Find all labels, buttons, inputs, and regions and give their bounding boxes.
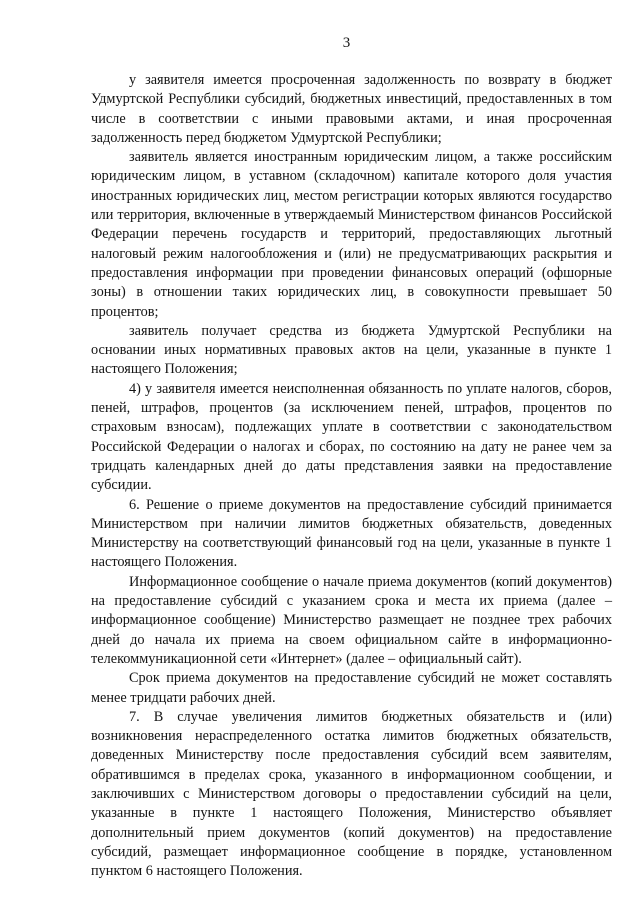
paragraph-information-notice: Информационное сообщение о начале приема документов (копий документов) на предоставление субсидий с указанием срока и места их приема (далее – информационное сообщение) Министерство размещает не позднее трех рабочих дней до начала их приема на своем официальном сайте в информационно-телекоммуникационной сети «Интернет» (далее – официальный сайт).	[91, 573, 612, 667]
paragraph-other-funding: заявитель получает средства из бюджета Удмуртской Республики на основании иных нормативных правовых актов на цели, указанные в пункте 1 настоящего Положения;	[91, 322, 612, 378]
paragraph-acceptance-period: Срок приема документов на предоставление субсидий не может составлять менее тридцати рабочих дней.	[91, 670, 612, 706]
paragraph-overdue-debt: у заявителя имеется просроченная задолженность по возврату в бюджет Удмуртской Республики субсидий, бюджетных инвестиций, предоставленных в том числе в соответствии с иными правовыми актами, и иная просроченная задолженность перед бюджетом Удмуртской Республики;	[91, 72, 612, 146]
paragraph-foreign-entity: заявитель является иностранным юридическим лицом, а также российским юридическим лицом, в уставном (складочном) капитале которого доля участия иностранных юридических лиц, местом регистрации которых являются государство или территория, включенные в утверждаемый Министерством финансов Российской Федерации перечень государств и территорий, предоставляющих льготный налоговый режим налогообложения и (или) не предусматривающих раскрытия и предоставления информации при проведении финансовых операций (офшорные зоны) в отношении таких юридических лиц, в совокупности превышает 50 процентов;	[91, 149, 612, 320]
paragraph-section-6-decision: 6. Решение о приеме документов на предоставление субсидий принимается Министерством при наличии лимитов бюджетных обязательств, доведенных Министерству на соответствующий финансовый год на цели, указанные в пункте 1 настоящего Положения.	[91, 496, 612, 571]
page-number: 3	[342, 35, 351, 51]
paragraph-unpaid-taxes: 4) у заявителя имеется неисполненная обязанность по уплате налогов, сборов, пеней, штрафов, процентов (за исключением пеней, штрафов, процентов по страховым взносам), подлежащих уплате в соответствии с законодательством Российской Федерации о налогах и сборах, по состоянию на дату не ранее чем за тридцать календарных дней до даты представления заявки на предоставление субсидии.	[91, 380, 612, 494]
paragraph-section-7-additional-intake: 7. В случае увеличения лимитов бюджетных обязательств и (или) возникновения нераспределенного остатка лимитов бюджетных обязательств, доведенных Министерству после предоставления субсидий всем заявителям, обратившимся в пределах срока, указанного в информационном сообщении, и заключивших с Министерством договоры о предоставлении субсидий на цели, указанные в пункте 1 настоящего Положения, Министерство объявляет дополнительный прием документов (копий документов) на предоставление субсидий, размещает информационное сообщение в порядке, установленном пунктом 6 настоящего Положения.	[91, 708, 612, 880]
